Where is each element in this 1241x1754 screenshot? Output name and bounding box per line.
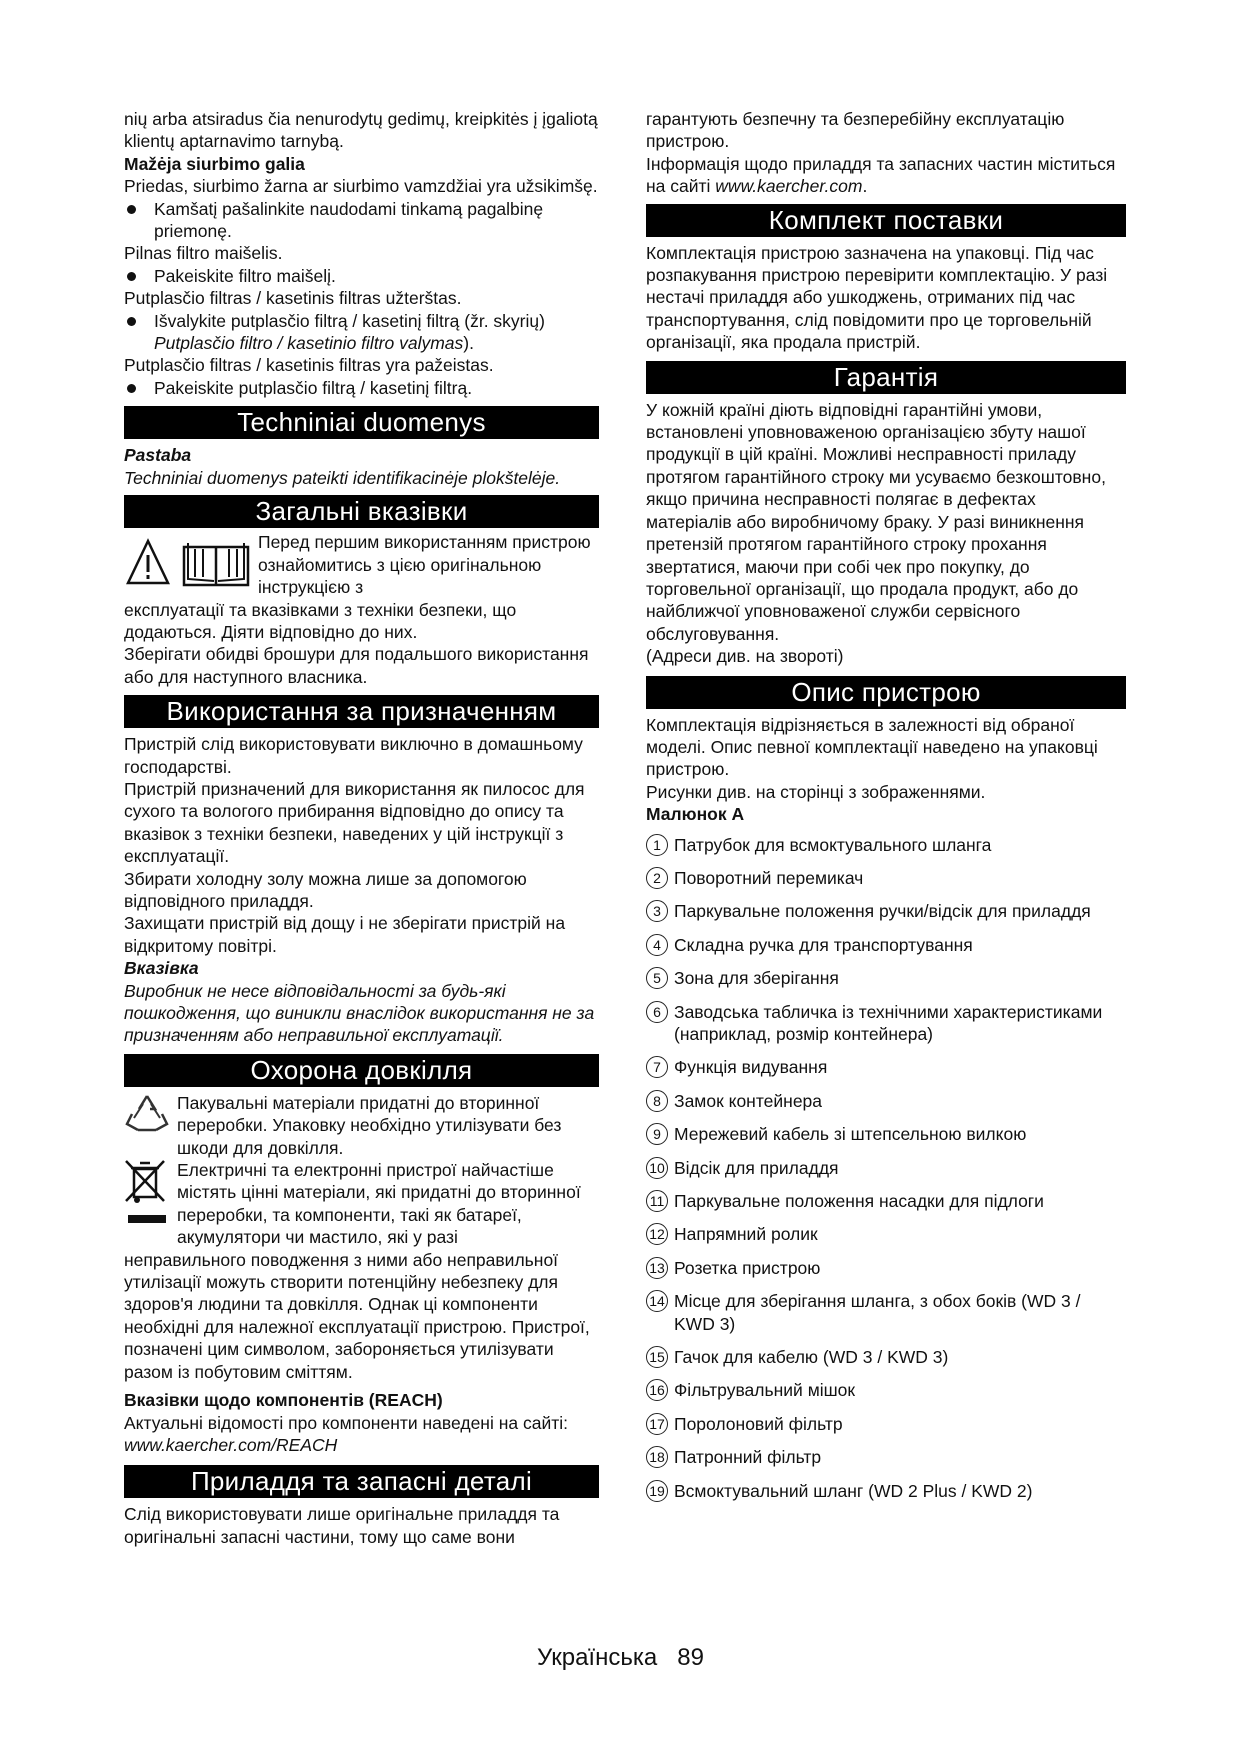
figure-legend-item [646, 1056, 1126, 1078]
suction-action-1: Kamšatį pašalinkite naudodami tinkamą pagalbinę priemonę. [124, 198, 599, 243]
item-number-badge: 8 [646, 1090, 668, 1112]
figure-legend-item [646, 967, 1126, 989]
item-number-badge: 16 [646, 1379, 668, 1401]
section-heading-tech: Techniniai duomenys [124, 406, 599, 439]
item-number-badge: 7 [646, 1056, 668, 1078]
item-number-badge: 17 [646, 1413, 668, 1435]
suction-action-4: Pakeiskite putplasčio filtrą / kasetinį filtrą. [124, 377, 599, 399]
item-number-badge: 19 [646, 1480, 668, 1502]
usage-text-3: Збирати холодну золу можна лише за допомогою відповідного приладдя. [124, 868, 527, 911]
item-label: Всмоктувальний шланг (WD 2 Plus / KWD 2) [674, 1480, 1033, 1501]
general-icon-row [124, 533, 599, 598]
recycling-row [124, 1092, 599, 1159]
usage-note-title: Вказівка [124, 958, 199, 979]
reach-link[interactable]: www.kaercher.com/REACH [124, 1434, 338, 1455]
item-label: Гачок для кабелю (WD 3 / KWD 3) [674, 1347, 949, 1368]
item-number-badge: 11 [646, 1190, 668, 1212]
figure-legend-item [646, 1157, 1126, 1179]
warranty-address: (Адреси див. на звороті) [646, 646, 844, 667]
item-label: Поворотний перемикач [674, 867, 864, 888]
section-heading-usage: Використання за призначенням [124, 695, 599, 728]
usage-text-1: Пристрій слід використовувати виключно в домашньому господарстві. [124, 734, 583, 777]
page-number: 89 [677, 1644, 704, 1671]
env-weee-text: неправильного поводження з ними або неправильної утилізації можуть створити потенційну небезпеку для здоров'я людини та довкілля. Однак ці компоненти необхідні для належної експлуатації пристрою. Пристрої, позначені цим символом, забороняється утилізувати разом із побутовим сміттям. [124, 1249, 590, 1382]
suction-cause-1: Priedas, siurbimo žarna ar siurbimo vamzdžiai yra užsikimšę. [124, 176, 598, 197]
env-packaging-text: Пакувальні матеріали придатні до вторинної переробки. Упаковку необхідно утилізувати без шкоди для довкілля. [177, 1092, 562, 1158]
item-label: Зона для зберігання [674, 968, 839, 989]
left-column [124, 108, 599, 1548]
figure-legend-item [646, 1379, 1126, 1401]
general-text-2: Зберігати обидві брошури для подальшого використання або для наступного власника. [124, 644, 589, 687]
figure-legend-list [646, 834, 1126, 1503]
item-label: Складна ручка для транспортування [674, 934, 973, 955]
item-number-badge: 1 [646, 834, 668, 856]
section-heading-accessories: Приладдя та запасні деталі [124, 1465, 599, 1498]
section-heading-description: Опис пристрою [646, 676, 1126, 709]
section-heading-scope: Комплект поставки [646, 204, 1126, 237]
item-label: Фільтрувальний мішок [674, 1380, 856, 1401]
warning-manual-icon [124, 533, 258, 593]
figure-legend-item [646, 1001, 1126, 1046]
description-text-2: Рисунки див. на сторінці з зображеннями. [646, 781, 986, 802]
description-text-1: Комплектація відрізняється в залежності від обраної моделі. Опис певної комплектації наведено на упаковці пристрою. [646, 714, 1098, 780]
figure-legend-item [646, 1223, 1126, 1245]
suction-action-3: Išvalykite putplasčio filtrą / kasetinį filtrą (žr. skyrių) Putplasčio filtro / kasetinio filtro valymas). [124, 310, 599, 355]
tech-note-title: Pastaba [124, 445, 192, 466]
suction-cause-4: Putplasčio filtras / kasetinis filtras yra pažeistas. [124, 355, 494, 376]
reach-text: Актуальні відомості про компоненти наведені на сайті: www.kaercher.com/REACH [124, 1412, 569, 1455]
suction-title: Mažėja siurbimo galia [124, 153, 305, 174]
item-label: Поролоновий фільтр [674, 1413, 843, 1434]
item-label: Заводська табличка із технічними характеристиками (наприклад, розмір контейнера) [674, 1001, 1103, 1044]
item-number-badge: 13 [646, 1257, 668, 1279]
suction-action-2: Pakeiskite filtro maišelį. [124, 265, 599, 287]
scope-text: Комплектація пристрою зазначена на упаковці. Під час розпакування пристрою перевірити комплектацію. У разі нестачі приладдя або ушкоджень, отриманих під час транспортування, слід повідомити про це торговельній організації, яка продала пристрій. [646, 242, 1108, 353]
usage-text-2: Пристрій призначений для використання як пилосос для сухого та вологого прибирання відповідно до опису та вказівок з техніки безпеки, наведених у цій інструкції з експлуатації. [124, 778, 585, 867]
accessories-text: Слід використовувати лише оригінальне приладдя та оригінальні запасні частини, тому що саме вони [124, 1504, 560, 1547]
item-label: Замок контейнера [674, 1090, 823, 1111]
item-number-badge: 15 [646, 1346, 668, 1368]
recycling-icon [124, 1092, 170, 1134]
item-number-badge: 14 [646, 1290, 668, 1312]
figure-title: Малюнок A [646, 804, 745, 825]
item-label: Патрубок для всмоктувального шланга [674, 834, 992, 855]
kaercher-link[interactable]: www.kaercher.com [715, 176, 863, 197]
item-number-badge: 4 [646, 934, 668, 956]
general-text-1: експлуатації та вказівками з техніки безпеки, що додаються. Діяти відповідно до них. [124, 599, 517, 642]
item-label: Місце для зберігання шланга, з обох боків (WD 3 / KWD 3) [674, 1291, 1081, 1334]
item-label: Паркувальне положення ручки/відсік для приладдя [674, 901, 1091, 922]
figure-legend-item [646, 1413, 1126, 1435]
item-label: Відсік для приладдя [674, 1157, 839, 1178]
general-icon-text: Перед першим використанням пристрою ознайомитись з цією оригінальною інструкцією з [258, 532, 591, 597]
figure-legend-item [646, 1123, 1126, 1145]
page-footer [0, 1644, 1241, 1671]
weee-row [124, 1159, 599, 1249]
item-number-badge: 2 [646, 867, 668, 889]
section-heading-general: Загальні вказівки [124, 495, 599, 528]
accessories-info: Інформація щодо приладдя та запасних частин міститься на сайті www.kaercher.com. [646, 153, 1116, 197]
reach-title: Вказівки щодо компонентів (REACH) [124, 1390, 443, 1411]
env-weee-text-icon: Електричні та електронні пристрої найчастіше містять цінні матеріали, які придатні до вторинної переробки, та компоненти, такі як батареї, акумулятори чи мастило, які у разі [177, 1160, 581, 1248]
figure-legend-item [646, 1190, 1126, 1212]
item-number-badge: 9 [646, 1123, 668, 1145]
item-number-badge: 10 [646, 1157, 668, 1179]
tech-note-text: Techniniai duomenys pateikti identifikacinėje plokštelėje. [124, 467, 561, 488]
crossed-bin-icon [124, 1159, 170, 1229]
figure-legend-item [646, 1446, 1126, 1468]
item-label: Розетка пристрою [674, 1257, 821, 1278]
suction-cause-2: Pilnas filtro maišelis. [124, 243, 283, 264]
suction-cause-3: Putplasčio filtras / kasetinis filtras užterštas. [124, 288, 462, 309]
figure-legend-item [646, 1257, 1126, 1279]
warranty-text: У кожній країні діють відповідні гарантійні умови, встановлені уповноваженою організацією збуту нашої продукції в цій країні. Можливі несправності приладу протягом гарантійного строку ми усуваємо безкоштовно, якщо причина несправності полягає в дефектах матеріалів або виробничому браку. У разі виникнення претензій протягом гарантійного строку прохання звертатися, маючи при собі чек про покупку, до торговельної організації, що продала продукт, або до найближчої уповноваженої служби сервісного обслуговування. [646, 399, 1106, 644]
item-number-badge: 3 [646, 900, 668, 922]
item-number-badge: 5 [646, 967, 668, 989]
figure-legend-item [646, 900, 1126, 922]
item-label: Патронний фільтр [674, 1447, 822, 1468]
item-label: Паркувальне положення насадки для підлоги [674, 1191, 1044, 1212]
footer-language: Українська [537, 1644, 658, 1671]
section-heading-environment: Охорона довкілля [124, 1054, 599, 1087]
figure-legend-item [646, 1346, 1126, 1368]
right-column [646, 108, 1126, 1513]
item-number-badge: 12 [646, 1223, 668, 1245]
item-label: Напрямний ролик [674, 1224, 818, 1245]
troubleshooting-text: nių arba atsiradus čia nenurodytų gedimų, kreipkitės į įgaliotą klientų aptarnavimo tarnybą. [124, 109, 598, 152]
figure-legend-item [646, 834, 1126, 856]
section-heading-warranty: Гарантія [646, 361, 1126, 394]
figure-legend-item [646, 867, 1126, 889]
item-number-badge: 18 [646, 1446, 668, 1468]
figure-legend-item [646, 1480, 1126, 1502]
usage-text-4: Захищати пристрій від дощу і не зберігати пристрій на відкритому повітрі. [124, 913, 566, 956]
figure-legend-item [646, 1290, 1126, 1335]
usage-note-text: Виробник не несе відповідальності за будь-які пошкодження, що виникли внаслідок використання не за призначенням або неправильної експлуатації. [124, 980, 595, 1046]
figure-legend-item [646, 1090, 1126, 1112]
item-label: Мережевий кабель зі штепсельною вилкою [674, 1124, 1027, 1145]
figure-legend-item [646, 934, 1126, 956]
item-label: Функція видування [674, 1057, 828, 1078]
accessories-text-cont: гарантують безпечну та безперебійну експлуатацію пристрою. [646, 109, 1065, 152]
item-number-badge: 6 [646, 1001, 668, 1023]
